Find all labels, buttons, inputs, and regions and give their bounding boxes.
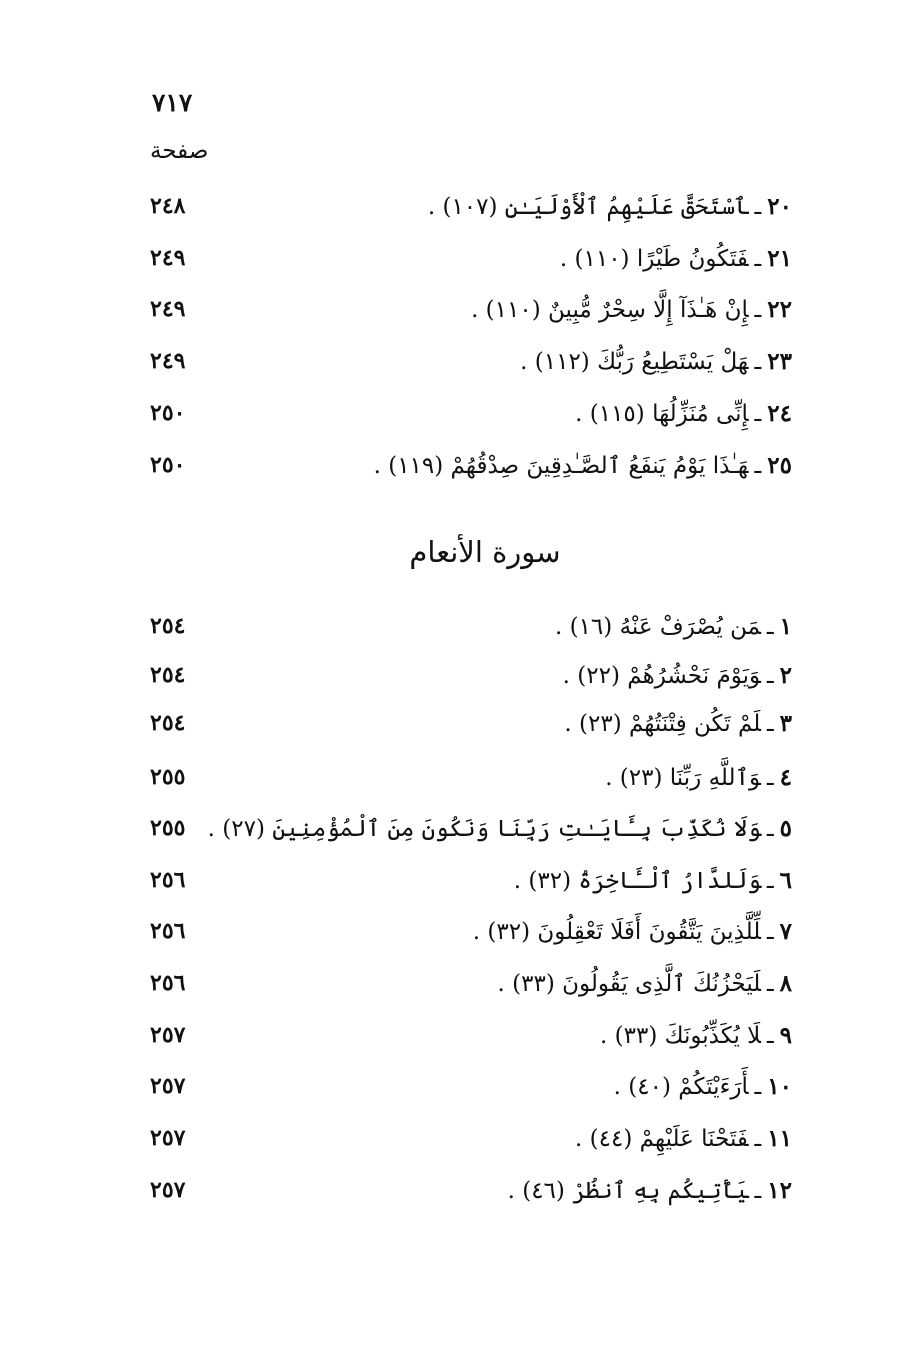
- entry-text: وَٱللَّهِ رَبِّنَا (٢٣) .: [605, 765, 761, 791]
- index-entry: [0, 970, 910, 1010]
- entry-page: ٢٥٧: [150, 1022, 186, 1048]
- entry-page: ٢٥٦: [150, 918, 186, 944]
- entry-number: ١: [779, 613, 792, 640]
- entry-text-line: ٢٢ـإِنْ هَـٰذَآ إِلَّا سِحْرٌ مُّبِينٌ (١١٠) .: [471, 296, 792, 323]
- index-entry: [0, 1177, 910, 1217]
- index-entry: [0, 867, 910, 907]
- entry-text-line: ٢ـوَيَوْمَ نَحْشُرُهُمْ (٢٢) .: [562, 662, 792, 689]
- index-entry: [0, 452, 910, 492]
- entry-page: ٢٥٤: [150, 662, 186, 688]
- index-entry: [0, 1073, 910, 1113]
- entry-page: ٢٥٥: [150, 815, 186, 841]
- entry-text: فَتَكُونُ طَيْرًا (١١٠) .: [559, 246, 749, 272]
- entry-text-line: ٣ـلَمْ تَكُن فِتْنَتُهُمْ (٢٣) .: [564, 710, 792, 737]
- index-entry: [0, 710, 910, 750]
- entry-text-line: ١١ـفَتَحْنَا عَلَيْهِمْ (٤٤) .: [575, 1125, 792, 1152]
- entry-text: إِنْ هَـٰذَآ إِلَّا سِحْرٌ مُّبِينٌ (١١٠) .: [471, 297, 749, 323]
- entry-text-line: ٥ـوَلَا نُكَذِّبَ بِـَٔايَـٰتِ رَبِّنَا وَنَكُونَ مِنَ ٱلْمُؤْمِنِينَ (٢٧) .: [207, 815, 792, 842]
- entry-number: ٢٣: [767, 348, 792, 375]
- surah-title: سورة الأنعام: [409, 535, 561, 569]
- index-entry: [0, 1022, 910, 1062]
- index-entry: [0, 613, 910, 653]
- entry-number: ٢: [779, 662, 792, 689]
- entry-number: ١٢: [767, 1177, 792, 1204]
- entry-text: فَتَحْنَا عَلَيْهِمْ (٤٤) .: [575, 1126, 749, 1152]
- entry-number: ٧: [779, 918, 792, 945]
- entry-page: ٢٥٥: [150, 764, 186, 790]
- index-entry: [0, 662, 910, 702]
- entry-text-line: ٦ـوَلَلدَّارُ ٱلْـَٔاخِرَةُ (٣٢) .: [513, 867, 792, 894]
- index-entry: [0, 400, 910, 440]
- entry-page: ٢٥٤: [150, 710, 186, 736]
- page-number: ٧١٧: [152, 88, 193, 117]
- index-entry: [0, 193, 910, 233]
- entry-number: ١١: [767, 1125, 792, 1152]
- entry-page: ٢٥٧: [150, 1177, 186, 1203]
- entry-page: ٢٥٦: [150, 970, 186, 996]
- entry-number: ٦: [779, 867, 792, 894]
- entry-number: ٤: [779, 764, 792, 791]
- entry-page: ٢٥٧: [150, 1125, 186, 1151]
- entry-text: لَمْ تَكُن فِتْنَتُهُمْ (٢٣) .: [564, 711, 761, 737]
- entry-text-line: ٩ـلَا يُكَذِّبُونَكَ (٣٣) .: [599, 1022, 792, 1049]
- entry-text: وَلَلدَّارُ ٱلْـَٔاخِرَةُ (٣٢) .: [513, 868, 761, 894]
- entry-text: لَا يُكَذِّبُونَكَ (٣٣) .: [599, 1023, 761, 1049]
- entry-number: ٢١: [767, 245, 792, 272]
- entry-text: مَن يُصْرَفْ عَنْهُ (١٦) .: [554, 614, 761, 640]
- entry-text-line: ٨ـلَيَحْزُنُكَ ٱلَّذِى يَقُولُونَ (٣٣) .: [497, 970, 792, 997]
- page-column-label: صفحة: [150, 138, 209, 164]
- entry-page: ٢٥٦: [150, 867, 186, 893]
- entry-text: لَيَحْزُنُكَ ٱلَّذِى يَقُولُونَ (٣٣) .: [497, 971, 761, 997]
- entry-text-line: ٧ـلِّلَّذِينَ يَتَّقُونَ أَفَلَا تَعْقِلُونَ (٣٢) .: [472, 918, 792, 945]
- entry-text: يَأْتِيكُم بِهِ ٱنظُرْ (٤٦) .: [507, 1178, 749, 1204]
- entry-number: ٣: [779, 710, 792, 737]
- entry-text-line: ١٠ـأَرَءَيْتَكُمْ (٤٠) .: [613, 1073, 792, 1100]
- entry-number: ٢٤: [767, 400, 792, 427]
- entry-number: ١٠: [767, 1073, 792, 1100]
- entry-text-line: ٢٥ـهَـٰذَا يَوْمُ يَنفَعُ ٱلصَّـٰدِقِينَ صِدْقُهُمْ (١١٩) .: [373, 452, 792, 479]
- entry-text-line: ٤ـوَٱللَّهِ رَبِّنَا (٢٣) .: [605, 764, 792, 791]
- entry-text-line: ١٢ـيَأْتِيكُم بِهِ ٱنظُرْ (٤٦) .: [507, 1177, 792, 1204]
- entry-number: ٥: [779, 815, 792, 842]
- entry-text-line: ٢١ـفَتَكُونُ طَيْرًا (١١٠) .: [559, 245, 792, 272]
- entry-text: لِّلَّذِينَ يَتَّقُونَ أَفَلَا تَعْقِلُونَ (٣٢) .: [472, 919, 761, 945]
- entry-number: ٩: [779, 1022, 792, 1049]
- entry-page: ٢٥٤: [150, 613, 186, 639]
- entry-text-line: ٢٣ـهَلْ يَسْتَطِيعُ رَبُّكَ (١١٢) .: [520, 348, 792, 375]
- entry-text: هَـٰذَا يَوْمُ يَنفَعُ ٱلصَّـٰدِقِينَ صِدْقُهُمْ (١١٩) .: [373, 453, 749, 479]
- index-entry: [0, 918, 910, 958]
- entry-text-line: ١ـمَن يُصْرَفْ عَنْهُ (١٦) .: [554, 613, 792, 640]
- entry-text: ٱسْتَحَقَّ عَلَيْهِمُ ٱلْأَوْلَيَـٰنِ (١٠٧) .: [427, 194, 749, 220]
- entry-text: أَرَءَيْتَكُمْ (٤٠) .: [613, 1074, 749, 1100]
- index-entry: [0, 348, 910, 388]
- entry-page: ٢٤٨: [150, 193, 186, 219]
- entry-text: إِنِّى مُنَزِّلُهَا (١١٥) .: [575, 401, 749, 427]
- entry-number: ٢٥: [767, 452, 792, 479]
- entry-page: ٢٥٠: [150, 452, 186, 478]
- entry-page: ٢٤٩: [150, 245, 186, 271]
- index-entry: [0, 296, 910, 336]
- index-entry: [0, 1125, 910, 1165]
- entry-page: ٢٥٠: [150, 400, 186, 426]
- entry-text-line: ٢٤ـإِنِّى مُنَزِّلُهَا (١١٥) .: [575, 400, 792, 427]
- index-entry: [0, 815, 910, 855]
- entry-text-line: ٢٠ـٱسْتَحَقَّ عَلَيْهِمُ ٱلْأَوْلَيَـٰنِ (١٠٧) .: [427, 193, 792, 220]
- entry-page: ٢٤٩: [150, 296, 186, 322]
- entry-page: ٢٥٧: [150, 1073, 186, 1099]
- index-entry: [0, 764, 910, 804]
- entry-number: ٢٢: [767, 296, 792, 323]
- index-entry: [0, 245, 910, 285]
- entry-text: هَلْ يَسْتَطِيعُ رَبُّكَ (١١٢) .: [520, 349, 749, 375]
- entry-number: ٢٠: [767, 193, 792, 220]
- entry-text: وَيَوْمَ نَحْشُرُهُمْ (٢٢) .: [562, 663, 761, 689]
- entry-number: ٨: [779, 970, 792, 997]
- entry-text: وَلَا نُكَذِّبَ بِـَٔايَـٰتِ رَبِّنَا وَنَكُونَ مِنَ ٱلْمُؤْمِنِينَ (٢٧) .: [207, 816, 761, 842]
- entry-page: ٢٤٩: [150, 348, 186, 374]
